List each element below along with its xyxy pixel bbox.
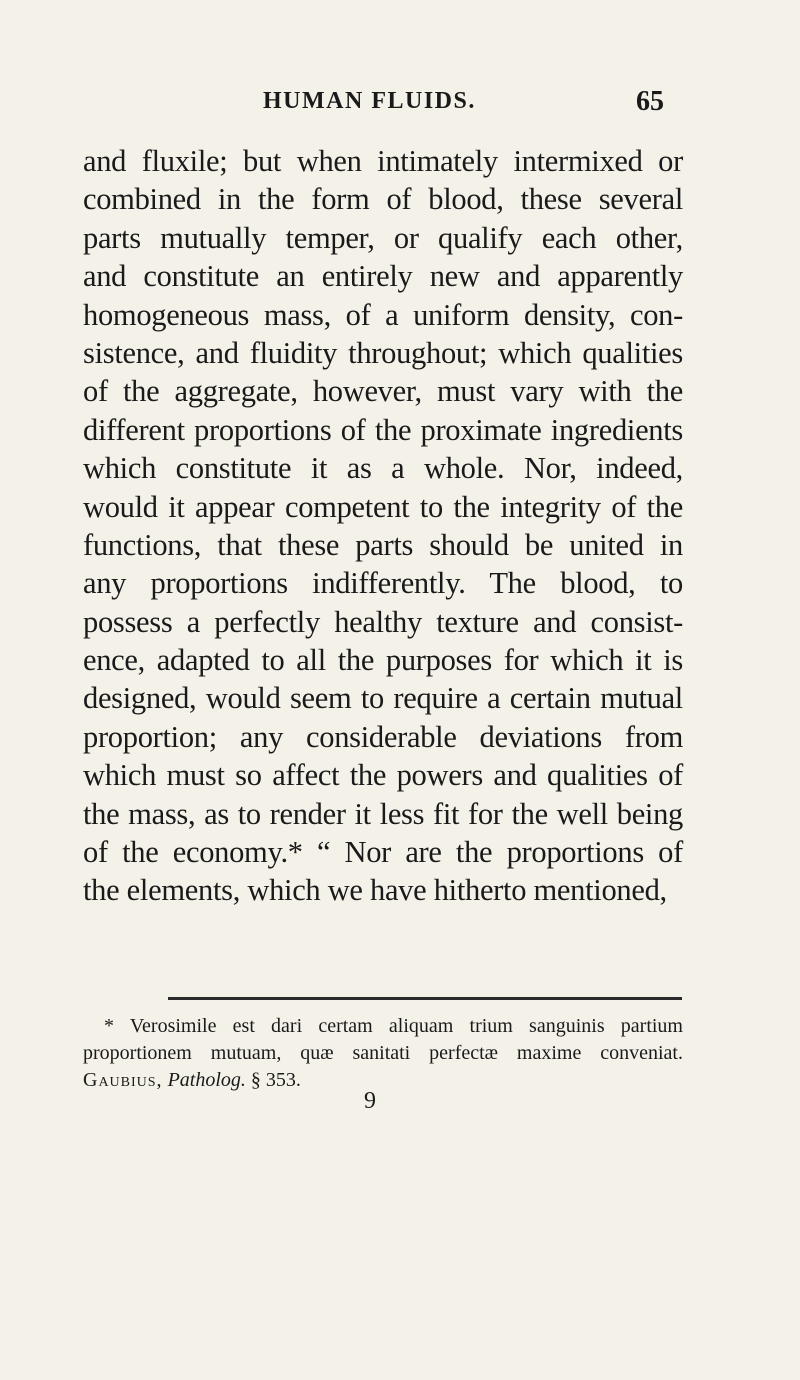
footnote-author: Gaubius, <box>83 1069 163 1091</box>
text-line: the mass, as to render it less fit for the well being <box>83 796 683 831</box>
text-line: sistence, and fluidity throughout; which qualities <box>83 335 683 370</box>
text-line: combined in the form of blood, these several <box>83 182 683 217</box>
body-text <box>83 142 683 910</box>
text-line: different proportions of the proximate ingredients <box>83 412 683 447</box>
signature-mark: 9 <box>364 1088 376 1114</box>
footnote-section: § 353. <box>250 1069 301 1091</box>
text-line: of the economy.* “ Nor are the proportions of <box>83 835 683 870</box>
footnote-citation <box>83 1067 683 1094</box>
text-line: the elements, which we have hitherto mentioned, <box>83 873 667 908</box>
text-line: would it appear competent to the integrity of the <box>83 489 683 524</box>
text-line: and constitute an entirely new and apparently <box>83 259 683 294</box>
footnote <box>83 1013 683 1094</box>
running-title: HUMAN FLUIDS. <box>263 88 476 114</box>
footnote-line: * Verosimile est dari certam aliquam trium sanguinis partium <box>104 1015 683 1037</box>
text-line: homogeneous mass, of a uniform density, con- <box>83 297 683 332</box>
footnote-rule <box>168 997 682 1000</box>
text-line: which constitute it as a whole. Nor, indeed, <box>83 451 683 486</box>
text-line: designed, would seem to require a certain mutual <box>83 681 683 716</box>
text-line: any proportions indifferently. The blood, to <box>83 566 683 601</box>
page-number: 65 <box>636 86 664 117</box>
text-line: functions, that these parts should be united in <box>83 527 683 562</box>
text-line: which must so affect the powers and qualities of <box>83 758 683 793</box>
text-line: and fluxile; but when intimately intermixed or <box>83 144 683 178</box>
text-line: possess a perfectly healthy texture and consist- <box>83 604 683 639</box>
text-line: parts mutually temper, or qualify each other, <box>83 220 683 255</box>
footnote-line: proportionem mutuam, quæ sanitati perfectæ maxime conveniat. <box>83 1042 683 1064</box>
text-line: of the aggregate, however, must vary with the <box>83 374 683 409</box>
text-line: proportion; any considerable deviations from <box>83 719 683 754</box>
footnote-work: Patholog. <box>167 1069 246 1091</box>
text-line: ence, adapted to all the purposes for which it is <box>83 643 683 678</box>
running-head <box>0 88 800 122</box>
